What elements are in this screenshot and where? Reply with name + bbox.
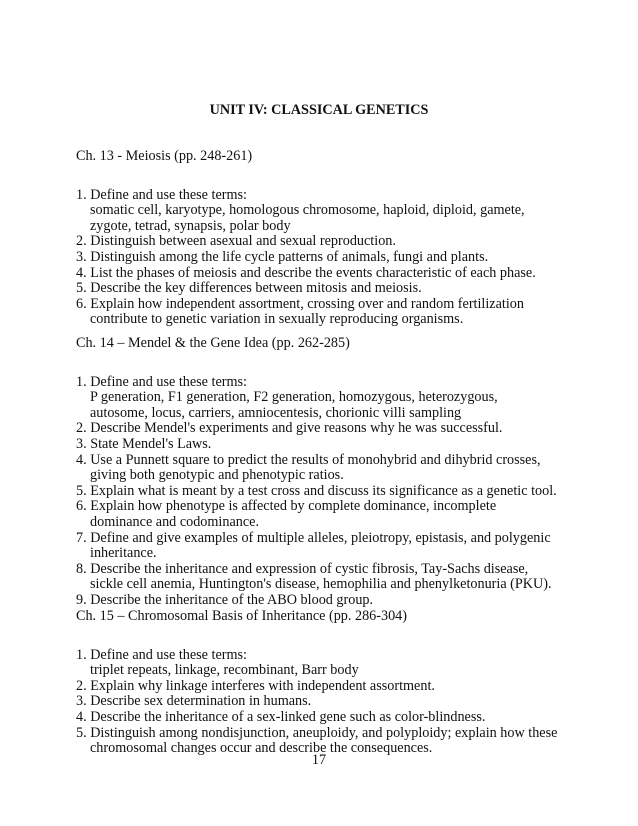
chapter-heading: Ch. 14 – Mendel & the Gene Idea (pp. 262-285) [76, 335, 350, 351]
objective-item [76, 234, 616, 250]
objective-item [76, 710, 616, 726]
objective-line: 2. Describe Mendel's experiments and give reasons why he was successful. [76, 420, 503, 437]
objective-item [76, 593, 616, 609]
unit-title: UNIT IV: CLASSICAL GENETICS [209, 102, 429, 118]
objective-item [76, 281, 616, 297]
objective-item [76, 421, 616, 437]
objective-item [76, 250, 616, 266]
objective-item [76, 453, 616, 484]
objective-line: 5. Describe the key differences between mitosis and meiosis. [76, 280, 422, 297]
objective-continuation: P generation, F1 generation, F2 generation, homozygous, heterozygous, [90, 389, 498, 406]
objective-continuation: inheritance. [90, 545, 157, 562]
objective-continuation: chromosomal changes occur and describe the consequences. [90, 740, 433, 757]
objective-line: 2. Explain why linkage interferes with independent assortment. [76, 677, 435, 694]
objective-continuation: giving both genotypic and phenotypic ratios. [90, 467, 344, 484]
objective-line: 5. Explain what is meant by a test cross and discuss its significance as a genetic tool. [76, 482, 557, 499]
objective-line: 9. Describe the inheritance of the ABO blood group. [76, 591, 374, 608]
chapter-13-section [76, 149, 616, 328]
objective-item [76, 562, 616, 593]
objective-item [76, 188, 616, 235]
page-number: 17 [311, 752, 327, 768]
objective-continuation: zygote, tetrad, synapsis, polar body [90, 217, 291, 234]
objective-continuation: triplet repeats, linkage, recombinant, Barr body [90, 662, 359, 679]
objective-item [76, 679, 616, 695]
chapter-heading: Ch. 13 - Meiosis (pp. 248-261) [76, 148, 253, 164]
objective-continuation: somatic cell, karyotype, homologous chromosome, haploid, diploid, gamete, [90, 202, 525, 219]
objective-line: 3. State Mendel's Laws. [76, 435, 212, 452]
objective-line: 7. Define and give examples of multiple alleles, pleiotropy, epistasis, and polygenic [76, 529, 551, 546]
objective-line: 3. Describe sex determination in humans. [76, 693, 312, 710]
objective-line: 4. Describe the inheritance of a sex-linked gene such as color-blindness. [76, 708, 486, 725]
objective-line: 1. Define and use these terms: [76, 186, 247, 203]
chapter-heading: Ch. 15 – Chromosomal Basis of Inheritance (pp. 286-304) [76, 608, 407, 624]
objective-item [76, 484, 616, 500]
objective-item [76, 499, 616, 530]
objective-line: 1. Define and use these terms: [76, 373, 247, 390]
objective-item [76, 297, 616, 328]
objective-line: 6. Explain how phenotype is affected by complete dominance, incomplete [76, 498, 497, 515]
objective-line: 5. Distinguish among nondisjunction, aneuploidy, and polyploidy; explain how these [76, 724, 558, 741]
objective-item [76, 437, 616, 453]
objective-line: 8. Describe the inheritance and expression of cystic fibrosis, Tay-Sachs disease, [76, 560, 529, 577]
objective-item [76, 375, 616, 422]
objective-continuation: autosome, locus, carriers, amniocentesis, chorionic villi sampling [90, 404, 462, 421]
objective-line: 6. Explain how independent assortment, crossing over and random fertilization [76, 295, 524, 312]
objective-line: 1. Define and use these terms: [76, 646, 247, 663]
chapter-15-section [76, 609, 616, 757]
objective-continuation: contribute to genetic variation in sexually reproducing organisms. [90, 311, 464, 328]
objective-line: 3. Distinguish among the life cycle patterns of animals, fungi and plants. [76, 248, 489, 265]
objective-line: 2. Distinguish between asexual and sexual reproduction. [76, 233, 396, 250]
objective-continuation: dominance and codominance. [90, 513, 260, 530]
objective-line: 4. Use a Punnett square to predict the results of monohybrid and dihybrid crosses, [76, 451, 541, 468]
objective-line: 4. List the phases of meiosis and describe the events characteristic of each phase. [76, 264, 536, 281]
objective-item [76, 648, 616, 679]
chapter-14-section [76, 336, 616, 609]
objective-item [76, 266, 616, 282]
objective-item [76, 694, 616, 710]
objective-continuation: sickle cell anemia, Huntington's disease, hemophilia and phenylketonuria (PKU). [90, 576, 552, 593]
objective-item [76, 531, 616, 562]
